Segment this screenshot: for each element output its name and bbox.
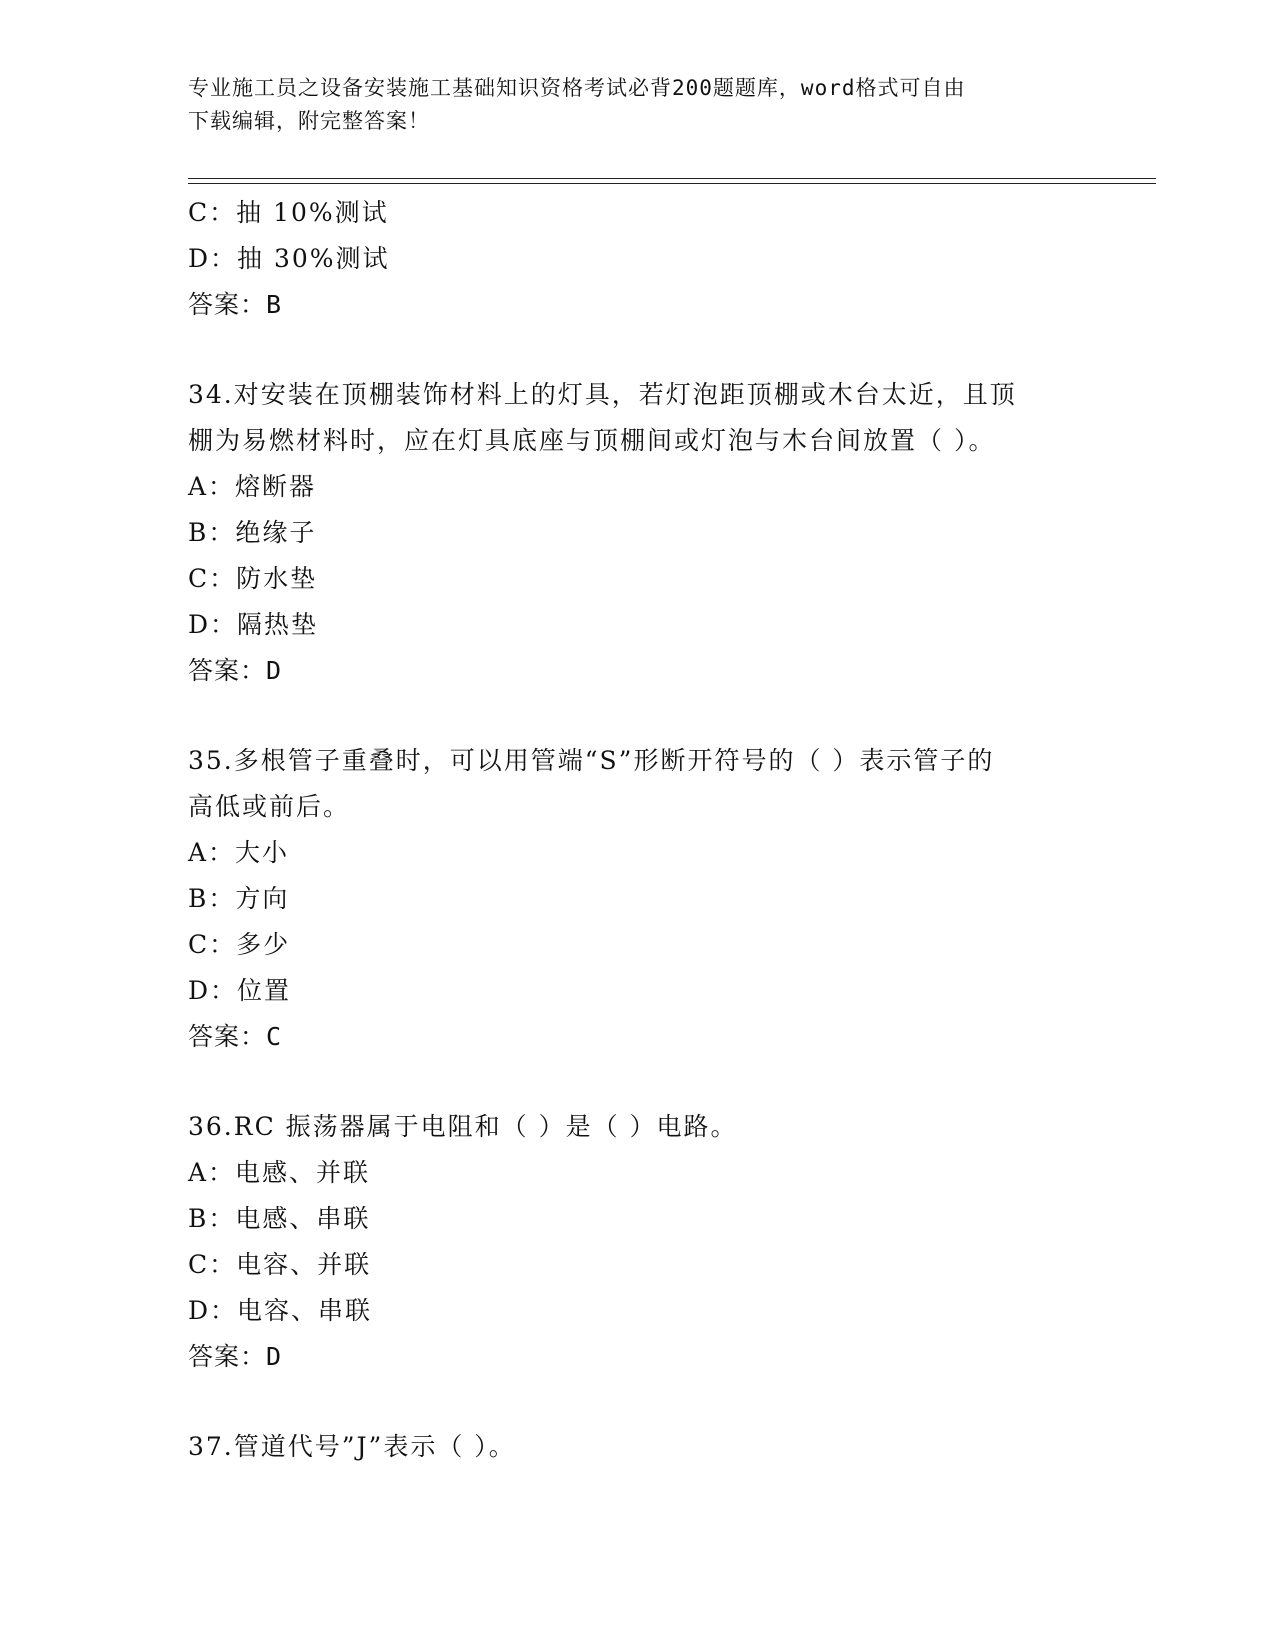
option-c: C：抽 10%测试 [188, 198, 389, 227]
question-stem: 34.对安装在顶棚装饰材料上的灯具，若灯泡距顶棚或木台太近，且顶 [188, 380, 1017, 409]
document-header [188, 72, 1088, 138]
header-line-1: 专业施工员之设备安装施工基础知识资格考试必背200题题库，word格式可自由 [188, 76, 966, 100]
header-divider-bottom [188, 183, 1156, 184]
question-list [188, 190, 1088, 1470]
header-line-2: 下载编辑，附完整答案！ [188, 109, 430, 133]
answer: 答案：D [188, 1342, 283, 1371]
option-c: C：电容、并联 [188, 1250, 372, 1279]
option-b: B：方向 [188, 884, 290, 913]
question-35 [188, 738, 1088, 1060]
option-c: C：防水垫 [188, 564, 318, 593]
header-divider-top [188, 178, 1156, 179]
answer: 答案：B [188, 290, 283, 319]
option-a: A：大小 [188, 838, 290, 867]
question-33-tail [188, 190, 1088, 328]
question-stem-cont: 高低或前后。 [188, 792, 351, 821]
answer: 答案：D [188, 656, 283, 685]
option-b: B：电感、串联 [188, 1204, 371, 1233]
question-36 [188, 1104, 1088, 1380]
question-stem: 37.管道代号”J”表示（ ）。 [188, 1432, 516, 1461]
option-c: C：多少 [188, 930, 291, 959]
option-a: A：电感、并联 [188, 1158, 371, 1187]
question-37 [188, 1424, 1088, 1470]
question-stem: 35.多根管子重叠时，可以用管端“S”形断开符号的（ ）表示管子的 [188, 746, 995, 775]
option-d: D：隔热垫 [188, 610, 319, 639]
option-d: D：位置 [188, 976, 292, 1005]
question-34 [188, 372, 1088, 694]
option-d: D：抽 30%测试 [188, 244, 390, 273]
question-stem: 36.RC 振荡器属于电阻和（ ）是（ ）电路。 [188, 1112, 738, 1141]
option-a: A：熔断器 [188, 472, 317, 501]
option-d: D：电容、串联 [188, 1296, 373, 1325]
question-stem-cont: 棚为易燃材料时，应在灯具底座与顶棚间或灯泡与木台间放置（ ）。 [188, 426, 996, 455]
option-b: B：绝缘子 [188, 518, 317, 547]
answer: 答案：C [188, 1022, 283, 1051]
